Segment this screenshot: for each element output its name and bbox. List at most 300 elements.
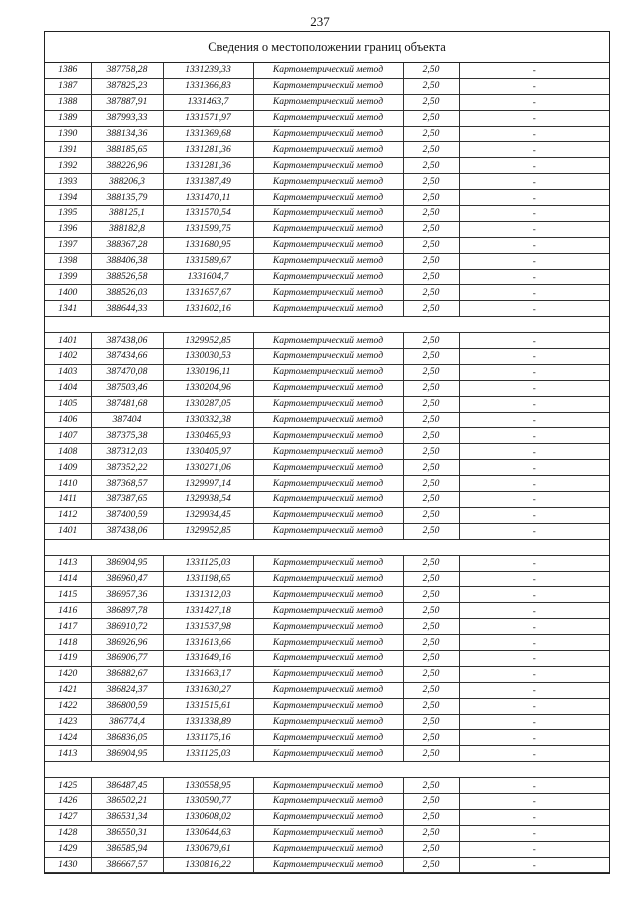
method-cell: Картометрический метод <box>253 666 403 682</box>
table-row <box>45 142 609 158</box>
point-number-cell: 1399 <box>45 269 91 285</box>
method-cell: Картометрический метод <box>253 476 403 492</box>
table-row <box>45 349 609 365</box>
description-cell: - <box>459 301 609 317</box>
x-coordinate-cell: 386904,95 <box>91 555 163 571</box>
method-cell: Картометрический метод <box>253 778 403 794</box>
description-cell: - <box>459 857 609 873</box>
group-separator-row <box>45 539 609 555</box>
y-coordinate-cell: 1330816,22 <box>163 857 253 873</box>
point-number-cell: 1412 <box>45 507 91 523</box>
description-cell: - <box>459 221 609 237</box>
table-row <box>45 825 609 841</box>
table-row <box>45 571 609 587</box>
table-row <box>45 841 609 857</box>
point-number-cell: 1407 <box>45 428 91 444</box>
y-coordinate-cell: 1331630,27 <box>163 682 253 698</box>
description-cell: - <box>459 78 609 94</box>
x-coordinate-cell: 386531,34 <box>91 809 163 825</box>
y-coordinate-cell: 1329952,85 <box>163 333 253 349</box>
description-cell: - <box>459 698 609 714</box>
y-coordinate-cell: 1331427,18 <box>163 603 253 619</box>
x-coordinate-cell: 388185,65 <box>91 142 163 158</box>
precision-cell: 2,50 <box>403 94 459 110</box>
point-number-cell: 1419 <box>45 650 91 666</box>
method-cell: Картометрический метод <box>253 301 403 317</box>
y-coordinate-cell: 1329934,45 <box>163 507 253 523</box>
method-cell: Картометрический метод <box>253 793 403 809</box>
group-separator-row <box>45 317 609 333</box>
precision-cell: 2,50 <box>403 857 459 873</box>
x-coordinate-cell: 387481,68 <box>91 396 163 412</box>
description-cell: - <box>459 778 609 794</box>
x-coordinate-cell: 386550,31 <box>91 825 163 841</box>
method-cell: Картометрический метод <box>253 507 403 523</box>
description-cell: - <box>459 507 609 523</box>
x-coordinate-cell: 387438,06 <box>91 523 163 539</box>
precision-cell: 2,50 <box>403 269 459 285</box>
precision-cell: 2,50 <box>403 523 459 539</box>
x-coordinate-cell: 388135,79 <box>91 190 163 206</box>
x-coordinate-cell: 386836,05 <box>91 730 163 746</box>
boundary-coordinates-document <box>44 31 610 874</box>
point-number-cell: 1421 <box>45 682 91 698</box>
table-row <box>45 94 609 110</box>
x-coordinate-cell: 386957,36 <box>91 587 163 603</box>
table-row <box>45 78 609 94</box>
separator-cell <box>45 539 609 555</box>
y-coordinate-cell: 1331613,66 <box>163 635 253 651</box>
y-coordinate-cell: 1329997,14 <box>163 476 253 492</box>
point-number-cell: 1427 <box>45 809 91 825</box>
table-row <box>45 110 609 126</box>
table-row <box>45 523 609 539</box>
point-number-cell: 1424 <box>45 730 91 746</box>
x-coordinate-cell: 387352,22 <box>91 460 163 476</box>
method-cell: Картометрический метод <box>253 174 403 190</box>
method-cell: Картометрический метод <box>253 221 403 237</box>
point-number-cell: 1401 <box>45 333 91 349</box>
x-coordinate-cell: 386960,47 <box>91 571 163 587</box>
precision-cell: 2,50 <box>403 444 459 460</box>
y-coordinate-cell: 1331470,11 <box>163 190 253 206</box>
document-title: Сведения о местоположении границ объекта <box>45 32 609 63</box>
point-number-cell: 1426 <box>45 793 91 809</box>
method-cell: Картометрический метод <box>253 349 403 365</box>
description-cell: - <box>459 603 609 619</box>
table-row <box>45 619 609 635</box>
description-cell: - <box>459 714 609 730</box>
point-number-cell: 1422 <box>45 698 91 714</box>
table-row <box>45 650 609 666</box>
precision-cell: 2,50 <box>403 793 459 809</box>
precision-cell: 2,50 <box>403 746 459 762</box>
method-cell: Картометрический метод <box>253 63 403 78</box>
x-coordinate-cell: 388367,28 <box>91 237 163 253</box>
method-cell: Картометрический метод <box>253 94 403 110</box>
method-cell: Картометрический метод <box>253 142 403 158</box>
y-coordinate-cell: 1330608,02 <box>163 809 253 825</box>
point-number-cell: 1425 <box>45 778 91 794</box>
method-cell: Картометрический метод <box>253 428 403 444</box>
point-number-cell: 1395 <box>45 206 91 222</box>
table-row <box>45 698 609 714</box>
table-row <box>45 778 609 794</box>
y-coordinate-cell: 1330287,05 <box>163 396 253 412</box>
point-number-cell: 1405 <box>45 396 91 412</box>
point-number-cell: 1418 <box>45 635 91 651</box>
table-row <box>45 793 609 809</box>
point-number-cell: 1417 <box>45 619 91 635</box>
table-row <box>45 364 609 380</box>
table-row <box>45 206 609 222</box>
precision-cell: 2,50 <box>403 253 459 269</box>
x-coordinate-cell: 386774,4 <box>91 714 163 730</box>
table-row <box>45 444 609 460</box>
method-cell: Картометрический метод <box>253 714 403 730</box>
description-cell: - <box>459 396 609 412</box>
point-number-cell: 1394 <box>45 190 91 206</box>
point-number-cell: 1397 <box>45 237 91 253</box>
description-cell: - <box>459 412 609 428</box>
table-row <box>45 730 609 746</box>
precision-cell: 2,50 <box>403 603 459 619</box>
method-cell: Картометрический метод <box>253 809 403 825</box>
table-row <box>45 285 609 301</box>
y-coordinate-cell: 1331387,49 <box>163 174 253 190</box>
x-coordinate-cell: 386667,57 <box>91 857 163 873</box>
method-cell: Картометрический метод <box>253 650 403 666</box>
precision-cell: 2,50 <box>403 555 459 571</box>
point-number-cell: 1398 <box>45 253 91 269</box>
y-coordinate-cell: 1331463,7 <box>163 94 253 110</box>
x-coordinate-cell: 387434,66 <box>91 349 163 365</box>
x-coordinate-cell: 387438,06 <box>91 333 163 349</box>
x-coordinate-cell: 387758,28 <box>91 63 163 78</box>
description-cell: - <box>459 825 609 841</box>
y-coordinate-cell: 1331537,98 <box>163 619 253 635</box>
description-cell: - <box>459 237 609 253</box>
y-coordinate-cell: 1330644,63 <box>163 825 253 841</box>
point-number-cell: 1413 <box>45 746 91 762</box>
method-cell: Картометрический метод <box>253 841 403 857</box>
table-row <box>45 460 609 476</box>
point-number-cell: 1402 <box>45 349 91 365</box>
table-row <box>45 666 609 682</box>
separator-cell <box>45 317 609 333</box>
precision-cell: 2,50 <box>403 158 459 174</box>
precision-cell: 2,50 <box>403 650 459 666</box>
description-cell: - <box>459 587 609 603</box>
x-coordinate-cell: 387993,33 <box>91 110 163 126</box>
x-coordinate-cell: 386897,78 <box>91 603 163 619</box>
method-cell: Картометрический метод <box>253 126 403 142</box>
description-cell: - <box>459 428 609 444</box>
x-coordinate-cell: 386910,72 <box>91 619 163 635</box>
x-coordinate-cell: 387825,23 <box>91 78 163 94</box>
x-coordinate-cell: 387400,59 <box>91 507 163 523</box>
description-cell: - <box>459 126 609 142</box>
point-number-cell: 1401 <box>45 523 91 539</box>
table-row <box>45 237 609 253</box>
precision-cell: 2,50 <box>403 492 459 508</box>
table-row <box>45 269 609 285</box>
y-coordinate-cell: 1331338,89 <box>163 714 253 730</box>
method-cell: Картометрический метод <box>253 269 403 285</box>
table-row <box>45 635 609 651</box>
point-number-cell: 1415 <box>45 587 91 603</box>
precision-cell: 2,50 <box>403 476 459 492</box>
x-coordinate-cell: 388406,38 <box>91 253 163 269</box>
description-cell: - <box>459 476 609 492</box>
table-row <box>45 714 609 730</box>
method-cell: Картометрический метод <box>253 412 403 428</box>
precision-cell: 2,50 <box>403 698 459 714</box>
table-row <box>45 253 609 269</box>
table-row <box>45 301 609 317</box>
description-cell: - <box>459 269 609 285</box>
method-cell: Картометрический метод <box>253 206 403 222</box>
method-cell: Картометрический метод <box>253 825 403 841</box>
table-row <box>45 333 609 349</box>
precision-cell: 2,50 <box>403 364 459 380</box>
y-coordinate-cell: 1331366,83 <box>163 78 253 94</box>
point-number-cell: 1410 <box>45 476 91 492</box>
precision-cell: 2,50 <box>403 619 459 635</box>
description-cell: - <box>459 110 609 126</box>
description-cell: - <box>459 746 609 762</box>
y-coordinate-cell: 1331604,7 <box>163 269 253 285</box>
precision-cell: 2,50 <box>403 301 459 317</box>
method-cell: Картометрический метод <box>253 587 403 603</box>
point-number-cell: 1393 <box>45 174 91 190</box>
point-number-cell: 1423 <box>45 714 91 730</box>
coordinates-table-body <box>45 63 609 873</box>
y-coordinate-cell: 1329952,85 <box>163 523 253 539</box>
y-coordinate-cell: 1331602,16 <box>163 301 253 317</box>
description-cell: - <box>459 190 609 206</box>
y-coordinate-cell: 1330030,53 <box>163 349 253 365</box>
table-row <box>45 587 609 603</box>
method-cell: Картометрический метод <box>253 333 403 349</box>
y-coordinate-cell: 1331125,03 <box>163 555 253 571</box>
description-cell: - <box>459 650 609 666</box>
description-cell: - <box>459 460 609 476</box>
point-number-cell: 1388 <box>45 94 91 110</box>
precision-cell: 2,50 <box>403 460 459 476</box>
y-coordinate-cell: 1330332,38 <box>163 412 253 428</box>
method-cell: Картометрический метод <box>253 555 403 571</box>
method-cell: Картометрический метод <box>253 492 403 508</box>
point-number-cell: 1430 <box>45 857 91 873</box>
x-coordinate-cell: 386585,94 <box>91 841 163 857</box>
precision-cell: 2,50 <box>403 190 459 206</box>
point-number-cell: 1341 <box>45 301 91 317</box>
precision-cell: 2,50 <box>403 333 459 349</box>
point-number-cell: 1386 <box>45 63 91 78</box>
y-coordinate-cell: 1331175,16 <box>163 730 253 746</box>
x-coordinate-cell: 388526,58 <box>91 269 163 285</box>
precision-cell: 2,50 <box>403 428 459 444</box>
precision-cell: 2,50 <box>403 778 459 794</box>
x-coordinate-cell: 386904,95 <box>91 746 163 762</box>
y-coordinate-cell: 1331680,95 <box>163 237 253 253</box>
description-cell: - <box>459 158 609 174</box>
precision-cell: 2,50 <box>403 587 459 603</box>
table-row <box>45 190 609 206</box>
x-coordinate-cell: 387404 <box>91 412 163 428</box>
x-coordinate-cell: 388526,03 <box>91 285 163 301</box>
point-number-cell: 1387 <box>45 78 91 94</box>
y-coordinate-cell: 1331599,75 <box>163 221 253 237</box>
method-cell: Картометрический метод <box>253 635 403 651</box>
precision-cell: 2,50 <box>403 63 459 78</box>
description-cell: - <box>459 285 609 301</box>
point-number-cell: 1392 <box>45 158 91 174</box>
y-coordinate-cell: 1331239,33 <box>163 63 253 78</box>
x-coordinate-cell: 386824,37 <box>91 682 163 698</box>
x-coordinate-cell: 386800,59 <box>91 698 163 714</box>
y-coordinate-cell: 1330405,97 <box>163 444 253 460</box>
x-coordinate-cell: 387375,38 <box>91 428 163 444</box>
table-row <box>45 507 609 523</box>
separator-cell <box>45 762 609 778</box>
description-cell: - <box>459 333 609 349</box>
precision-cell: 2,50 <box>403 825 459 841</box>
x-coordinate-cell: 388182,8 <box>91 221 163 237</box>
y-coordinate-cell: 1330271,06 <box>163 460 253 476</box>
point-number-cell: 1406 <box>45 412 91 428</box>
method-cell: Картометрический метод <box>253 444 403 460</box>
point-number-cell: 1396 <box>45 221 91 237</box>
x-coordinate-cell: 386906,77 <box>91 650 163 666</box>
point-number-cell: 1403 <box>45 364 91 380</box>
x-coordinate-cell: 388134,36 <box>91 126 163 142</box>
point-number-cell: 1391 <box>45 142 91 158</box>
description-cell: - <box>459 94 609 110</box>
y-coordinate-cell: 1331312,03 <box>163 587 253 603</box>
precision-cell: 2,50 <box>403 142 459 158</box>
y-coordinate-cell: 1330196,11 <box>163 364 253 380</box>
y-coordinate-cell: 1331570,54 <box>163 206 253 222</box>
description-cell: - <box>459 523 609 539</box>
description-cell: - <box>459 666 609 682</box>
group-separator-row <box>45 762 609 778</box>
table-row <box>45 857 609 873</box>
x-coordinate-cell: 386926,96 <box>91 635 163 651</box>
x-coordinate-cell: 387503,46 <box>91 380 163 396</box>
precision-cell: 2,50 <box>403 110 459 126</box>
method-cell: Картометрический метод <box>253 110 403 126</box>
y-coordinate-cell: 1331657,67 <box>163 285 253 301</box>
table-row <box>45 63 609 78</box>
point-number-cell: 1400 <box>45 285 91 301</box>
point-number-cell: 1389 <box>45 110 91 126</box>
point-number-cell: 1429 <box>45 841 91 857</box>
description-cell: - <box>459 206 609 222</box>
y-coordinate-cell: 1331589,67 <box>163 253 253 269</box>
method-cell: Картометрический метод <box>253 78 403 94</box>
method-cell: Картометрический метод <box>253 396 403 412</box>
table-row <box>45 221 609 237</box>
description-cell: - <box>459 492 609 508</box>
table-row <box>45 396 609 412</box>
method-cell: Картометрический метод <box>253 380 403 396</box>
description-cell: - <box>459 730 609 746</box>
description-cell: - <box>459 444 609 460</box>
precision-cell: 2,50 <box>403 221 459 237</box>
description-cell: - <box>459 555 609 571</box>
method-cell: Картометрический метод <box>253 460 403 476</box>
precision-cell: 2,50 <box>403 78 459 94</box>
point-number-cell: 1408 <box>45 444 91 460</box>
x-coordinate-cell: 386882,67 <box>91 666 163 682</box>
x-coordinate-cell: 388644,33 <box>91 301 163 317</box>
method-cell: Картометрический метод <box>253 730 403 746</box>
y-coordinate-cell: 1330204,96 <box>163 380 253 396</box>
x-coordinate-cell: 386487,45 <box>91 778 163 794</box>
x-coordinate-cell: 387470,08 <box>91 364 163 380</box>
y-coordinate-cell: 1331649,16 <box>163 650 253 666</box>
precision-cell: 2,50 <box>403 507 459 523</box>
method-cell: Картометрический метод <box>253 523 403 539</box>
description-cell: - <box>459 809 609 825</box>
precision-cell: 2,50 <box>403 349 459 365</box>
method-cell: Картометрический метод <box>253 158 403 174</box>
precision-cell: 2,50 <box>403 412 459 428</box>
y-coordinate-cell: 1331125,03 <box>163 746 253 762</box>
precision-cell: 2,50 <box>403 126 459 142</box>
x-coordinate-cell: 388125,1 <box>91 206 163 222</box>
precision-cell: 2,50 <box>403 380 459 396</box>
precision-cell: 2,50 <box>403 396 459 412</box>
x-coordinate-cell: 388206,3 <box>91 174 163 190</box>
x-coordinate-cell: 387312,03 <box>91 444 163 460</box>
method-cell: Картометрический метод <box>253 682 403 698</box>
table-row <box>45 492 609 508</box>
precision-cell: 2,50 <box>403 730 459 746</box>
description-cell: - <box>459 793 609 809</box>
description-cell: - <box>459 349 609 365</box>
method-cell: Картометрический метод <box>253 571 403 587</box>
y-coordinate-cell: 1329938,54 <box>163 492 253 508</box>
description-cell: - <box>459 174 609 190</box>
precision-cell: 2,50 <box>403 571 459 587</box>
x-coordinate-cell: 387387,65 <box>91 492 163 508</box>
y-coordinate-cell: 1331198,65 <box>163 571 253 587</box>
point-number-cell: 1390 <box>45 126 91 142</box>
table-row <box>45 428 609 444</box>
description-cell: - <box>459 682 609 698</box>
table-row <box>45 809 609 825</box>
precision-cell: 2,50 <box>403 841 459 857</box>
method-cell: Картометрический метод <box>253 619 403 635</box>
description-cell: - <box>459 364 609 380</box>
description-cell: - <box>459 619 609 635</box>
x-coordinate-cell: 388226,96 <box>91 158 163 174</box>
precision-cell: 2,50 <box>403 237 459 253</box>
table-row <box>45 476 609 492</box>
description-cell: - <box>459 142 609 158</box>
table-row <box>45 380 609 396</box>
point-number-cell: 1411 <box>45 492 91 508</box>
table-row <box>45 174 609 190</box>
coordinates-table <box>45 63 609 873</box>
y-coordinate-cell: 1330465,93 <box>163 428 253 444</box>
method-cell: Картометрический метод <box>253 698 403 714</box>
table-row <box>45 555 609 571</box>
y-coordinate-cell: 1331281,36 <box>163 142 253 158</box>
